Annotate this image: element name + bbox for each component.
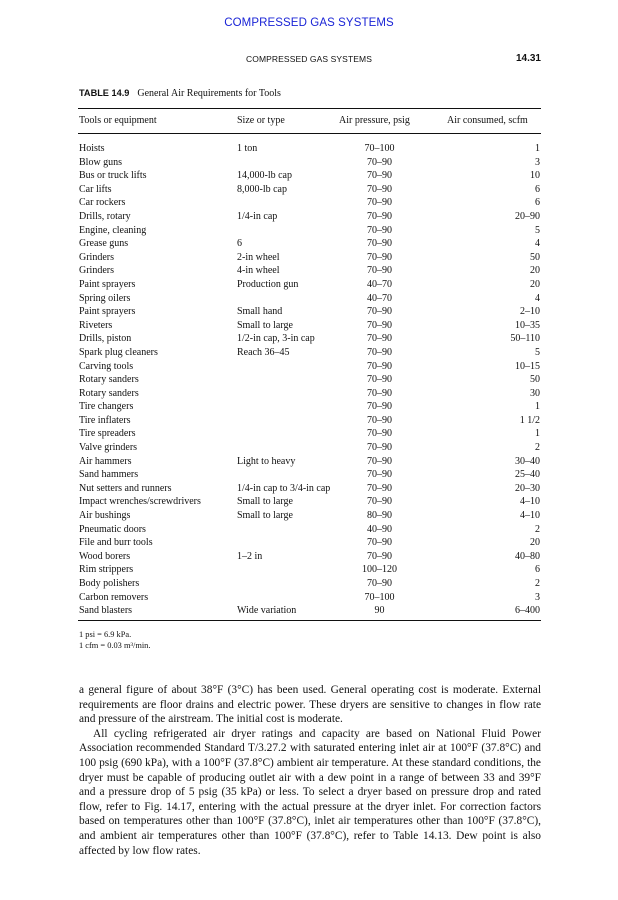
- cell-pressure: 70–90: [367, 265, 392, 277]
- cell-size: Reach 36–45: [237, 346, 290, 358]
- cell-tool: Car lifts: [79, 183, 112, 195]
- cell-pressure: 40–70: [367, 278, 392, 290]
- cell-pressure: 70–90: [367, 387, 392, 399]
- cell-size: 4-in wheel: [237, 265, 280, 277]
- cell-tool: Grinders: [79, 251, 114, 263]
- cell-air: 1: [535, 143, 540, 154]
- table-row: [0, 468, 618, 482]
- cell-pressure: 70–90: [367, 306, 392, 318]
- table-row: [0, 591, 618, 605]
- cell-pressure: 70–100: [364, 143, 395, 154]
- cell-tool: Impact wrenches/screwdrivers: [79, 496, 201, 508]
- cell-tool: Grinders: [79, 265, 114, 277]
- cell-tool: Nut setters and runners: [79, 482, 172, 494]
- cell-air: 3: [535, 156, 540, 168]
- cell-air: 25–40: [515, 469, 540, 481]
- table-row: [0, 563, 618, 577]
- cell-size: 6: [237, 238, 242, 250]
- header-rule: [78, 133, 541, 134]
- cell-air: 6–400: [515, 605, 540, 617]
- cell-pressure: 80–90: [367, 510, 392, 522]
- cell-tool: Engine, cleaning: [79, 224, 147, 236]
- cell-size: Production gun: [237, 278, 299, 290]
- cell-tool: Air hammers: [79, 455, 132, 467]
- cell-air: 2: [535, 578, 540, 589]
- cell-pressure: 70–90: [367, 346, 392, 358]
- cell-air: 20–30: [515, 482, 540, 494]
- cell-size: Small hand: [237, 306, 283, 318]
- cell-size: 1 ton: [237, 143, 258, 154]
- table-row: [0, 224, 618, 238]
- cell-air: 6: [535, 564, 540, 576]
- cell-air: 1: [535, 428, 540, 440]
- cell-tool: File and burr tools: [79, 537, 153, 549]
- cell-tool: Drills, rotary: [79, 210, 131, 222]
- cell-pressure: 70–90: [367, 428, 392, 440]
- table-row: [0, 142, 618, 156]
- cell-pressure: 70–90: [367, 550, 392, 562]
- cell-air: 4: [535, 292, 540, 304]
- table-row: [0, 332, 618, 346]
- cell-pressure: 70–90: [367, 496, 392, 508]
- cell-tool: Hoists: [79, 143, 105, 154]
- cell-size: 14,000-lb cap: [237, 170, 292, 182]
- table-row: [0, 319, 618, 333]
- cell-tool: Tire changers: [79, 401, 134, 413]
- cell-tool: Air bushings: [79, 510, 131, 522]
- table-number: TABLE 14.9: [79, 88, 130, 98]
- table-caption: [79, 88, 281, 99]
- cell-pressure: 70–90: [367, 442, 392, 454]
- table-row: [0, 251, 618, 265]
- cell-tool: Rim strippers: [79, 564, 134, 576]
- table-row: [0, 196, 618, 210]
- cell-pressure: 70–90: [367, 319, 392, 331]
- cell-tool: Grease guns: [79, 238, 129, 250]
- cell-tool: Car rockers: [79, 197, 126, 209]
- cell-air: 30–40: [515, 455, 540, 467]
- cell-air: 4–10: [520, 510, 540, 522]
- table-row: [0, 577, 618, 591]
- cell-air: 20–90: [515, 210, 540, 222]
- cell-tool: Drills, piston: [79, 333, 132, 345]
- table-title: General Air Requirements for Tools: [137, 88, 281, 99]
- cell-tool: Carbon removers: [79, 591, 149, 603]
- cell-size: 1/4-in cap to 3/4-in cap: [237, 482, 331, 494]
- cell-pressure: 70–90: [367, 183, 392, 195]
- cell-air: 1 1/2: [519, 414, 540, 426]
- table-row: [0, 455, 618, 469]
- table-row: [0, 536, 618, 550]
- top-banner: COMPRESSED GAS SYSTEMS: [224, 17, 394, 29]
- cell-air: 50: [530, 251, 540, 263]
- cell-air: 5: [535, 224, 540, 236]
- table-row: [0, 414, 618, 428]
- cell-tool: Sand blasters: [79, 605, 133, 617]
- cell-air: 30: [530, 387, 540, 399]
- cell-size: 2-in wheel: [237, 251, 280, 263]
- cell-air: 6: [535, 183, 540, 195]
- cell-tool: Rotary sanders: [79, 387, 139, 399]
- table-row: [0, 237, 618, 251]
- running-head: [0, 54, 618, 68]
- footnote: 1 cfm = 0.03 m³/min.: [79, 641, 151, 650]
- cell-pressure: 70–90: [367, 333, 392, 345]
- cell-air: 20: [530, 537, 540, 549]
- cell-air: 10–35: [515, 319, 540, 331]
- cell-pressure: 40–70: [367, 292, 392, 304]
- table-row: [0, 169, 618, 183]
- cell-pressure: 70–90: [367, 578, 392, 589]
- table-footnotes: [79, 629, 150, 651]
- cell-size: 1/2-in cap, 3-in cap: [237, 333, 315, 345]
- table-row: [0, 441, 618, 455]
- table-row: [0, 604, 618, 618]
- cell-air: 10: [530, 170, 540, 182]
- cell-size: 1–2 in: [237, 550, 263, 562]
- cell-pressure: 70–90: [367, 455, 392, 467]
- table-row: [0, 360, 618, 374]
- cell-pressure: 70–90: [367, 238, 392, 250]
- table-row: [0, 400, 618, 414]
- cell-size: 8,000-lb cap: [237, 183, 287, 195]
- cell-pressure: 70–90: [367, 224, 392, 236]
- cell-tool: Carving tools: [79, 360, 134, 372]
- table-body: [0, 142, 618, 618]
- cell-tool: Tire spreaders: [79, 428, 136, 440]
- body-text: [79, 683, 541, 858]
- cell-tool: Paint sprayers: [79, 278, 136, 290]
- cell-tool: Tire inflaters: [79, 414, 131, 426]
- table-row: [0, 373, 618, 387]
- cell-tool: Spring oilers: [79, 292, 131, 304]
- cell-tool: Blow guns: [79, 156, 123, 168]
- running-head-title: COMPRESSED GAS SYSTEMS: [246, 54, 372, 64]
- cell-tool: Sand hammers: [79, 469, 139, 481]
- cell-pressure: 70–90: [367, 197, 392, 209]
- cell-tool: Wood borers: [79, 550, 131, 562]
- table-row: [0, 427, 618, 441]
- cell-air: 20: [530, 265, 540, 277]
- table-top-rule: [78, 108, 541, 109]
- table-row: [0, 183, 618, 197]
- table-row: [0, 292, 618, 306]
- cell-air: 10–15: [515, 360, 540, 372]
- cell-pressure: 90: [374, 605, 385, 617]
- cell-pressure: 40–90: [367, 523, 392, 535]
- cell-air: 3: [535, 591, 540, 603]
- cell-air: 4: [535, 238, 540, 250]
- cell-size: Light to heavy: [237, 455, 296, 467]
- table-row: [0, 156, 618, 170]
- paragraph-2: All cycling refrigerated air dryer ratings and capacity are based on National Fluid Power Association recommended Standard T/3.27.2 with saturated entering inlet air at 100°F (37.8°C) and 100 psig (690 kPa), with a 100°F (37.8°C) ambient air temperature. At these standard conditions, the dryer must be capable of producing outlet air with a dew point in a range of between 33 and 39°F and a pressure drop of 5 psig (35 kPa) or less. To select a dryer based on pressure drop and rated flow, refer to Fig. 14.17, entering with the actual pressure at the dryer inlet. For correction factors based on temperatures other than 100°F (37.8°C), inlet air temperatures other than 100°F (37.8°C), and ambient air temperatures other than 100°F (37.8°C), refer to Table 14.13. Dew point is also affected by low flow rates.: [79, 727, 541, 857]
- cell-size: Small to large: [237, 496, 293, 508]
- cell-tool: Spark plug cleaners: [79, 346, 158, 358]
- cell-tool: Riveters: [79, 319, 113, 331]
- cell-air: 5: [535, 346, 540, 358]
- cell-size: Small to large: [237, 510, 293, 522]
- cell-air: 50–110: [510, 333, 540, 345]
- table-row: [0, 387, 618, 401]
- page-number: 14.31: [515, 53, 541, 64]
- table-row: [0, 482, 618, 496]
- cell-pressure: 70–90: [367, 374, 392, 386]
- cell-air: 4–10: [520, 496, 540, 508]
- table-row: [0, 509, 618, 523]
- cell-size: Small to large: [237, 319, 293, 331]
- table-row: [0, 523, 618, 537]
- cell-tool: Body polishers: [79, 578, 140, 589]
- cell-air: 2: [535, 523, 540, 535]
- header-pressure: Air pressure, psig: [339, 115, 410, 126]
- footnote: 1 psi = 6.9 kPa.: [79, 630, 132, 639]
- paragraph-1: a general figure of about 38°F (3°C) has been used. General operating cost is moderate. External requirements are floor drains and electric power. These dryers are sensitive to changes in flow rate and pressure of the airstream. The initial cost is moderate.: [79, 684, 541, 726]
- cell-tool: Valve grinders: [79, 442, 138, 454]
- cell-air: 50: [530, 374, 540, 386]
- cell-pressure: 70–90: [367, 414, 392, 426]
- header-size: Size or type: [237, 115, 285, 126]
- table-row: [0, 346, 618, 360]
- header-air: Air consumed, scfm: [447, 115, 528, 126]
- cell-pressure: 70–90: [367, 170, 392, 182]
- cell-pressure: 70–90: [367, 251, 392, 263]
- cell-pressure: 70–90: [367, 156, 392, 168]
- cell-air: 40–80: [515, 550, 540, 562]
- cell-air: 20: [530, 278, 540, 290]
- cell-pressure: 70–90: [367, 537, 392, 549]
- cell-size: 1/4-in cap: [237, 210, 278, 222]
- cell-air: 2: [535, 442, 540, 454]
- cell-pressure: 70–90: [367, 360, 392, 372]
- cell-tool: Rotary sanders: [79, 374, 139, 386]
- header-tool: Tools or equipment: [79, 115, 157, 126]
- cell-pressure: 70–90: [367, 210, 392, 222]
- table-row: [0, 495, 618, 509]
- cell-air: 1: [535, 401, 540, 413]
- cell-tool: Paint sprayers: [79, 306, 136, 318]
- cell-size: Wide variation: [237, 605, 297, 617]
- cell-pressure: 70–90: [367, 469, 392, 481]
- cell-pressure: 70–90: [367, 482, 392, 494]
- cell-pressure: 70–90: [367, 401, 392, 413]
- cell-tool: Bus or truck lifts: [79, 170, 147, 182]
- table-row: [0, 264, 618, 278]
- table-row: [0, 550, 618, 564]
- cell-pressure: 70–100: [364, 591, 395, 603]
- table-row: [0, 210, 618, 224]
- cell-pressure: 100–120: [362, 564, 397, 576]
- table-bottom-rule: [78, 620, 541, 621]
- cell-air: 6: [535, 197, 540, 209]
- cell-air: 2–10: [520, 306, 540, 318]
- table-row: [0, 278, 618, 292]
- cell-tool: Pneumatic doors: [79, 523, 146, 535]
- table-row: [0, 305, 618, 319]
